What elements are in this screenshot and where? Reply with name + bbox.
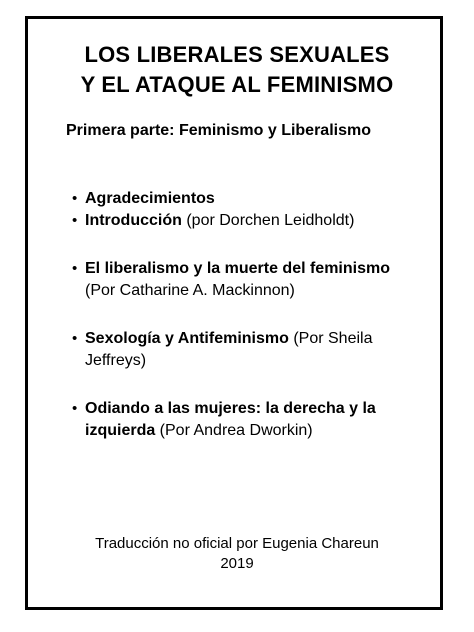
- toc-item-liberalismo: [72, 258, 424, 302]
- toc-item-odiando: [72, 398, 424, 442]
- toc-item-agradecimientos: [72, 188, 424, 210]
- toc-item-title: El liberalismo y la muerte del feminismo: [85, 260, 390, 277]
- toc-item-title: Agradecimientos: [85, 190, 215, 207]
- credit-year: 2019: [220, 555, 254, 572]
- bullet-icon: •: [72, 260, 78, 277]
- toc-item-author: (Por Andrea Dworkin): [155, 422, 313, 439]
- toc-item-title: Introducción: [85, 212, 182, 229]
- bullet-icon: •: [72, 330, 78, 347]
- title-line-2: Y EL ATAQUE AL FEMINISMO: [80, 72, 394, 97]
- toc-item-introduccion: [72, 210, 424, 232]
- toc-item-sexologia: [72, 328, 424, 372]
- toc-item-author: (por Dorchen Leidholdt): [181, 212, 355, 229]
- bullet-icon: •: [72, 212, 78, 229]
- bullet-icon: •: [72, 190, 78, 207]
- translation-credit: [0, 534, 474, 574]
- table-of-contents: [72, 188, 424, 442]
- bullet-icon: •: [72, 400, 78, 417]
- document-title: [0, 40, 474, 100]
- toc-item-title: Odiando a las mujeres: la derecha y la izquierda: [85, 400, 376, 439]
- credit-line: Traducción no oficial por Eugenia Chareun: [95, 535, 379, 552]
- toc-item-title: Sexología y Antifeminismo: [85, 330, 289, 347]
- title-line-1: LOS LIBERALES SEXUALES: [84, 42, 390, 67]
- toc-item-author: (Por Sheila Jeffreys): [85, 330, 373, 369]
- toc-item-author: (Por Catharine A. Mackinnon): [85, 282, 295, 299]
- section-heading: Primera parte: Feminismo y Liberalismo: [66, 122, 371, 139]
